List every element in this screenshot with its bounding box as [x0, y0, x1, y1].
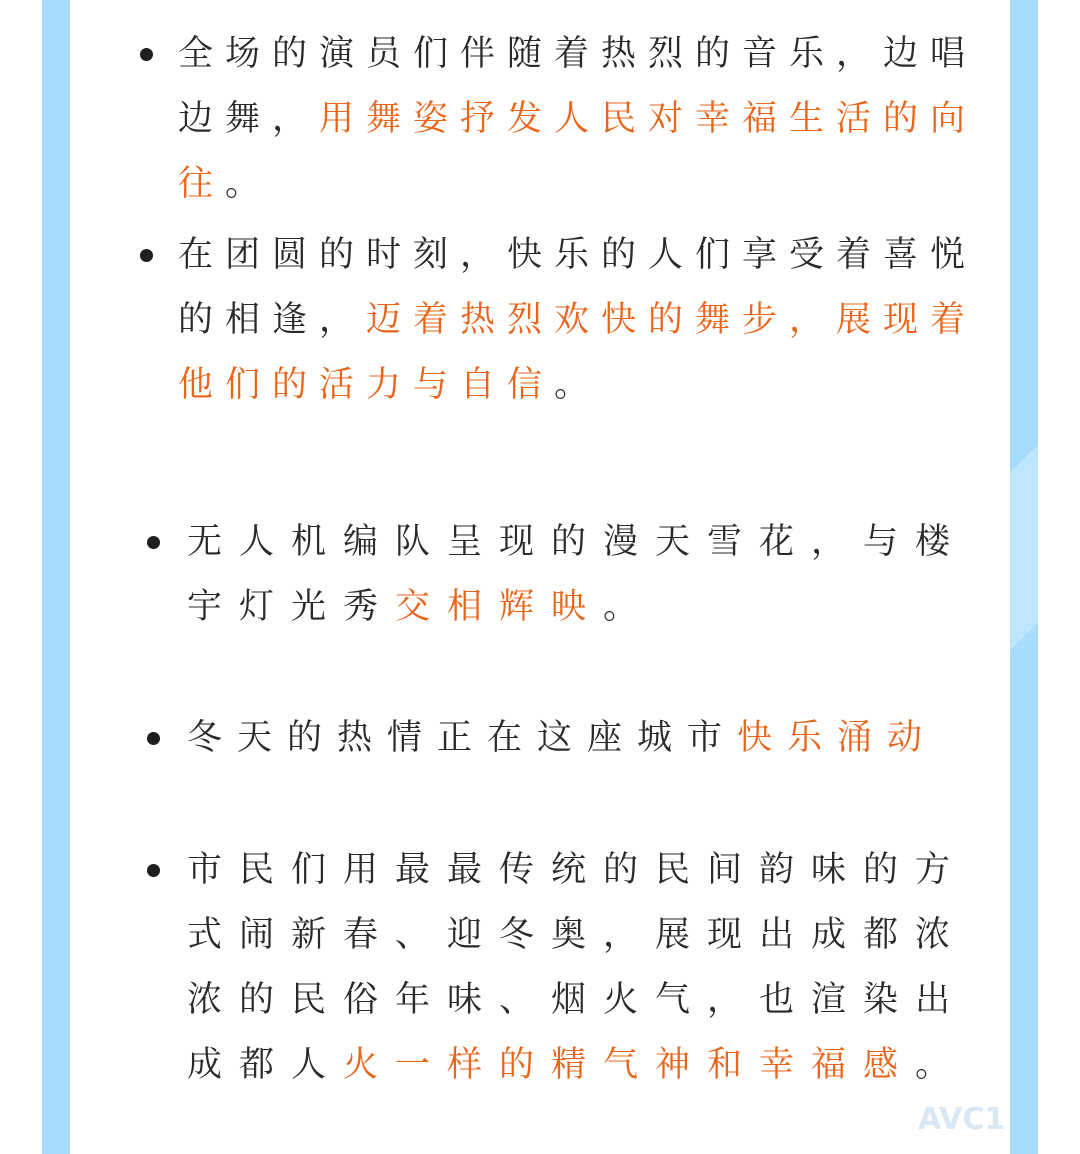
list-item-text	[187, 510, 977, 640]
right-frame-border	[1010, 0, 1038, 1154]
item-text-plain: 无人机编队呈现的漫天雪花，与楼宇灯光秀	[187, 522, 968, 627]
list-item	[187, 706, 977, 771]
item-text-plain: 在团圆的时刻，快乐的人们享受着喜悦的相逢，	[178, 235, 978, 340]
bullet-dot-icon	[147, 864, 160, 877]
left-frame-border	[42, 0, 70, 1154]
list-item	[187, 838, 977, 1098]
item-text-plain: 全场的演员们伴随着热烈的音乐，边唱边舞，	[178, 34, 978, 139]
list-item-text	[187, 838, 977, 1098]
list-item	[178, 223, 1008, 418]
item-text-highlight: 火一样的精气神和幸福感	[343, 1045, 916, 1085]
item-text-highlight: 快乐涌动	[737, 718, 938, 758]
item-text-highlight: 交相辉映	[395, 587, 604, 627]
bullet-dot-icon	[140, 48, 153, 61]
item-text-end: 。	[225, 164, 273, 204]
item-text-end: 。	[554, 365, 602, 405]
item-text-highlight: 迈着热烈欢快的舞步，展现着他们的活力与自信	[178, 300, 978, 405]
item-text-end: 。	[915, 1045, 968, 1085]
list-item-text	[187, 706, 977, 771]
item-text-end: 。	[603, 587, 656, 627]
bullet-dot-icon	[147, 536, 160, 549]
list-item-text	[178, 22, 1008, 217]
item-text-plain: 市民们用最最传统的民间韵味的方式闹新春、迎冬奥，展现出成都浓浓的民俗年味、烟火气，也渲染出成都人	[187, 850, 968, 1085]
bullet-dot-icon	[140, 249, 153, 262]
bullet-dot-icon	[147, 732, 160, 745]
item-text-highlight: 用舞姿抒发人民对幸福生活的向往	[178, 99, 978, 204]
list-item-text	[178, 223, 1008, 418]
list-item	[178, 22, 1008, 217]
item-text-plain: 冬天的热情正在这座城市	[187, 718, 738, 758]
list-item	[187, 510, 977, 640]
watermark: AVC1	[918, 1102, 1006, 1137]
